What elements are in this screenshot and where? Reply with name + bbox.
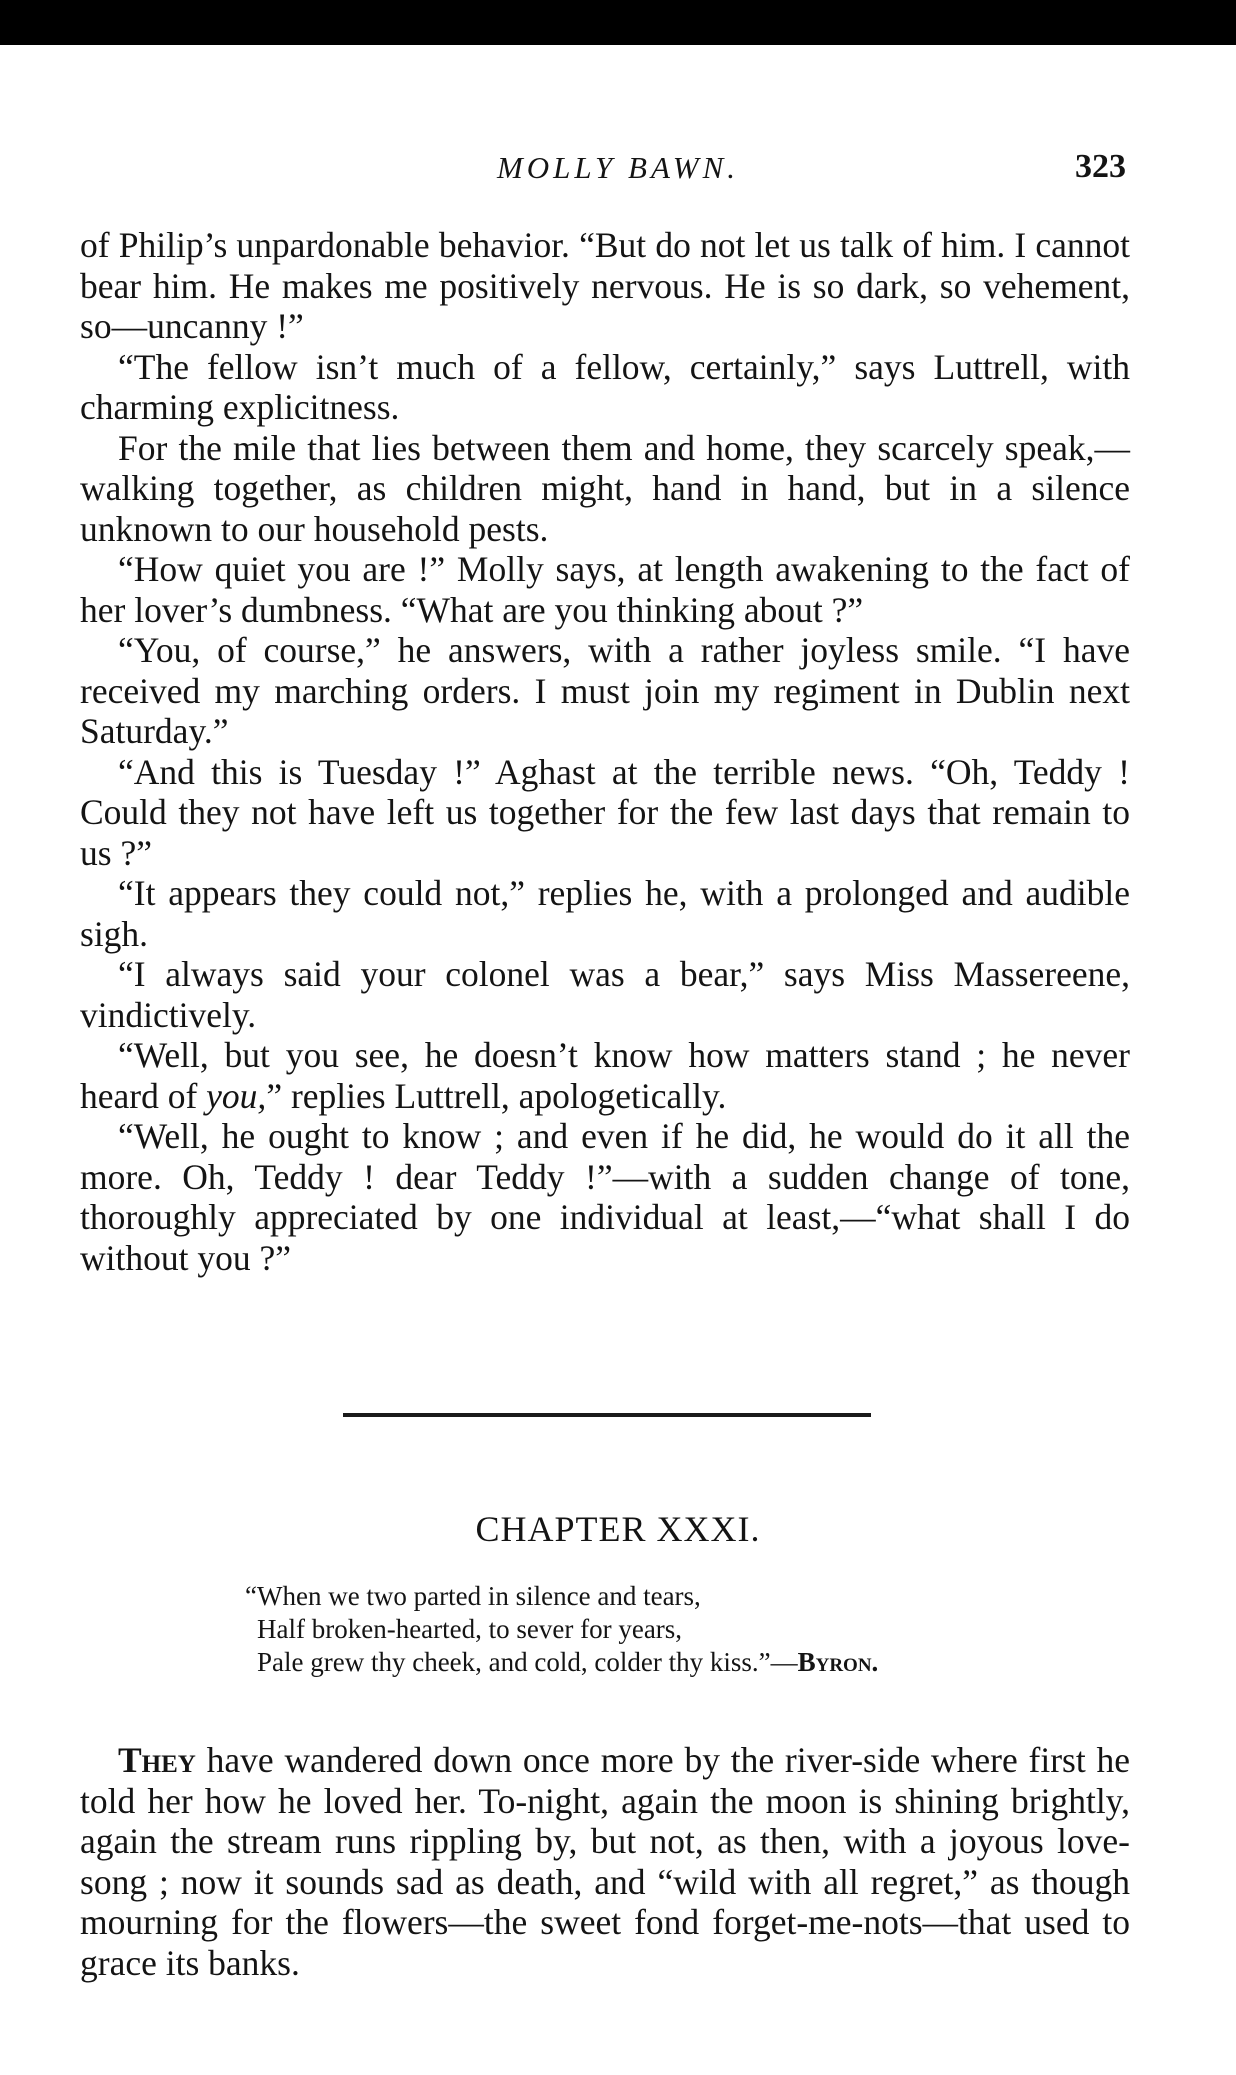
paragraph-text: have wandered down once more by the river-side where first he told her how he loved her. To-night, again the moon is shining brightly, again the stream runs rippling by, but not, as then, with a joyous love-song ; now it sounds sad as death, and “wild with all regret,” as though mourning for the flowers—the sweet fond forget-me-nots—that used to grace its banks. — [80, 1740, 1130, 1983]
epigraph-line — [245, 1646, 878, 1679]
paragraph: “Well, he ought to know ; and even if he did, he would do it all the more. Oh, Teddy ! dear Teddy !”—with a sudden change of tone, thoroughly appreciated by one individual at least,—“what shall I do without you ?” — [80, 1116, 1130, 1278]
body-text-top — [80, 225, 1130, 1278]
paragraph-text: ” replies Luttrell, apologetically. — [266, 1075, 727, 1116]
paragraph: “The fellow isn’t much of a fellow, certainly,” says Luttrell, with charming explicitness. — [80, 346, 1130, 427]
paragraph: “You, of course,” he answers, with a rather joyless smile. “I have received my marching orders. I must join my regiment in Dublin next Saturday.” — [80, 630, 1130, 751]
chapter-heading: CHAPTER XXXI. — [475, 1509, 761, 1549]
epigraph-line: “When we two parted in silence and tears, — [245, 1581, 701, 1611]
emphasized-word: you, — [206, 1075, 267, 1116]
epigraph-attribution: Byron. — [797, 1647, 879, 1677]
section-divider — [343, 1413, 871, 1417]
page-header — [0, 150, 1236, 200]
paragraph: For the mile that lies between them and home, they scarcely speak,—walking together, as children might, hand in hand, but in a silence unknown to our household pests. — [80, 427, 1130, 549]
paragraph: “How quiet you are !” Molly says, at length awakening to the fact of her lover’s dumbness. “What are you thinking about ?” — [80, 549, 1130, 630]
epigraph — [245, 1580, 878, 1679]
paragraph — [80, 1035, 1130, 1116]
paragraph: “It appears they could not,” replies he, with a prolonged and audible sigh. — [80, 873, 1130, 954]
body-text-chapter — [80, 1740, 1130, 1983]
page-top-border — [0, 0, 1236, 45]
paragraph: “And this is Tuesday !” Aghast at the terrible news. “Oh, Teddy ! Could they not have left us together for the few last days that remain to us ?” — [80, 751, 1130, 873]
paragraph-text: “Well, but you see, he doesn’t know how matters stand ; he never heard of — [80, 1035, 1130, 1116]
chapter-lead-word: They — [118, 1740, 196, 1780]
epigraph-line: Half broken-hearted, to sever for years, — [257, 1614, 683, 1644]
running-title: MOLLY BAWN. — [496, 150, 740, 185]
paragraph: “I always said your colonel was a bear,” says Miss Massereene, vindictively. — [80, 954, 1130, 1035]
page-number: 323 — [1075, 148, 1126, 185]
paragraph: of Philip’s unpardonable behavior. “But do not let us talk of him. I cannot bear him. He makes me positively nervous. He is so dark, so vehement, so—uncanny !” — [80, 225, 1130, 346]
epigraph-line-text: Pale grew thy cheek, and cold, colder thy kiss.”— — [257, 1647, 798, 1677]
paragraph — [80, 1740, 1130, 1983]
